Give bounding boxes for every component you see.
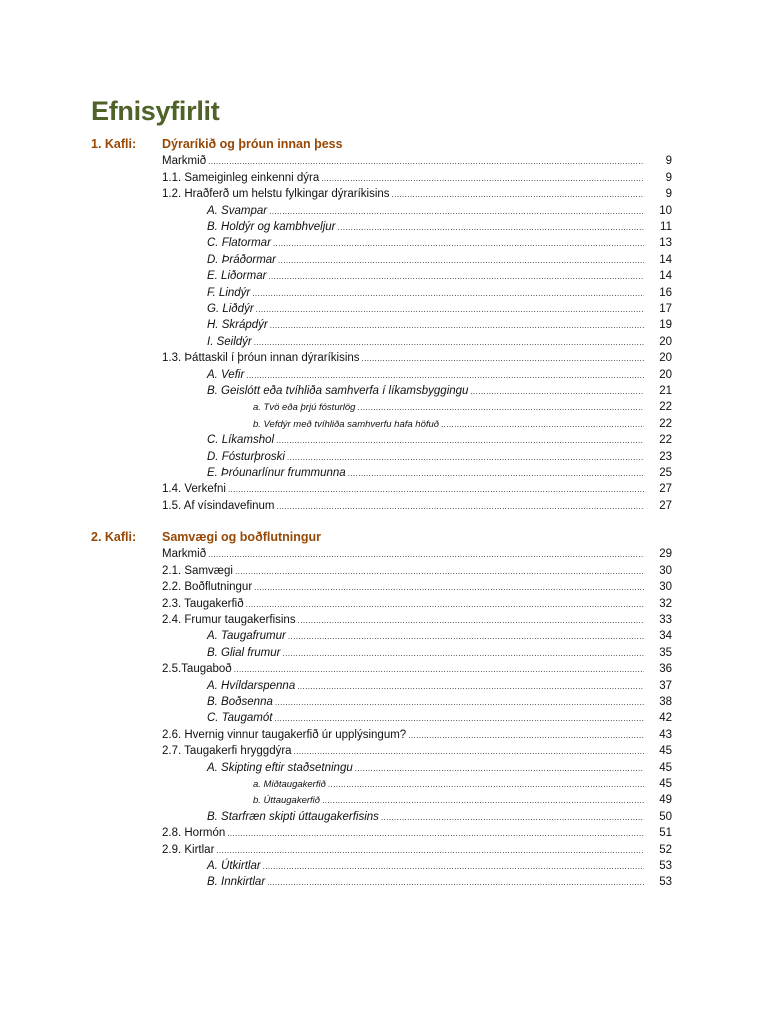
- toc-entry[interactable]: [207, 219, 672, 235]
- toc-entry[interactable]: [207, 317, 672, 333]
- toc-entry[interactable]: [207, 334, 672, 350]
- dot-leader: [362, 351, 644, 367]
- chapter-label: 2. Kafli:: [91, 530, 137, 544]
- chapter-heading[interactable]: [0, 530, 768, 546]
- toc-entry[interactable]: [162, 350, 672, 366]
- toc-entry-label: 1.4. Verkefni: [162, 483, 226, 496]
- toc-page-number: 25: [659, 467, 672, 479]
- toc-page-number: 11: [660, 221, 672, 233]
- toc-entry-label: 1.5. Af vísindavefinum: [162, 499, 275, 512]
- toc-page-number: 20: [659, 368, 672, 381]
- toc-entry-label: C. Líkamshol: [207, 434, 275, 447]
- toc-entry[interactable]: [207, 367, 672, 383]
- toc-page-number: 43: [659, 728, 672, 741]
- dot-leader: [254, 335, 644, 351]
- dot-leader: [328, 777, 644, 793]
- toc-entry-label: Markmið: [162, 155, 207, 168]
- toc-page-number: 16: [659, 286, 672, 299]
- toc-entry[interactable]: [162, 579, 672, 595]
- dot-leader: [235, 564, 644, 580]
- dot-leader: [216, 843, 644, 859]
- toc-entry-label: b. Úttaugakerfið: [253, 795, 321, 807]
- toc-entry-label: A. Skipting eftir staðsetningu: [207, 761, 353, 774]
- toc-entry-label: 2.8. Hormón: [162, 827, 226, 840]
- dot-leader: [268, 269, 644, 285]
- toc-entry[interactable]: [162, 153, 672, 169]
- toc-entry-label: 2.1. Samvægi: [162, 564, 233, 577]
- toc-entry-label: 2.4. Frumur taugakerfisins: [162, 614, 296, 626]
- toc-entry[interactable]: [207, 252, 672, 268]
- dot-leader: [274, 711, 644, 727]
- toc-page-number: 34: [659, 630, 672, 643]
- toc-page-number: 42: [659, 712, 672, 725]
- dot-leader: [275, 695, 644, 711]
- toc-entry[interactable]: [162, 661, 672, 677]
- toc-entry[interactable]: [253, 776, 672, 792]
- toc-entry[interactable]: [207, 268, 672, 284]
- toc-page-number: 30: [659, 581, 672, 594]
- toc-entry[interactable]: [207, 203, 672, 219]
- toc-page-number: 37: [659, 679, 672, 692]
- toc-page-number: 27: [659, 483, 672, 496]
- toc-entry[interactable]: [207, 809, 672, 825]
- toc-entry-label: A. Svampar: [207, 204, 268, 217]
- toc-entry[interactable]: [207, 285, 672, 301]
- toc-page-number: 51: [659, 827, 672, 840]
- toc-page-number: 27: [659, 499, 672, 512]
- toc-entry[interactable]: [207, 301, 672, 317]
- toc-entry[interactable]: [207, 760, 672, 776]
- toc-entry[interactable]: [253, 416, 672, 432]
- dot-leader: [254, 580, 644, 596]
- dot-leader: [322, 793, 644, 809]
- toc-entry[interactable]: [162, 563, 672, 579]
- toc-entry-label: B. Innkirtlar: [207, 876, 266, 889]
- toc-entry-label: D. Fósturþroski: [207, 450, 285, 463]
- toc-entry-label: G. Liðdýr: [207, 303, 254, 315]
- toc-page-number: 45: [659, 761, 672, 774]
- toc-entry[interactable]: [162, 546, 672, 562]
- toc-entry-label: 2.2. Boðflutningur: [162, 581, 253, 594]
- toc-entry-label: B. Boðsenna: [207, 696, 273, 708]
- toc-entry[interactable]: [253, 399, 672, 415]
- dot-leader: [287, 450, 644, 466]
- toc-entry-label: 2.3. Taugakerfið: [162, 597, 244, 610]
- toc-entry[interactable]: [207, 465, 672, 481]
- toc-entry[interactable]: [162, 170, 672, 186]
- toc-page-number: 32: [659, 597, 672, 610]
- toc-entry-label: A. Taugafrumur: [207, 630, 286, 643]
- toc-page-number: 22: [659, 417, 672, 430]
- toc-page-number: 9: [665, 188, 672, 201]
- toc-entry[interactable]: [162, 612, 672, 628]
- toc-page-number: 22: [659, 434, 672, 447]
- toc-entry[interactable]: [162, 481, 672, 497]
- toc-page-number: 9: [665, 155, 672, 168]
- dot-leader: [298, 613, 644, 629]
- dot-leader: [348, 466, 644, 482]
- toc-page-number: 14: [659, 270, 672, 283]
- toc-entry[interactable]: [162, 825, 672, 841]
- toc-entry-label: b. Vefdýr með tvíhliða samhverfu hafa höfuð: [253, 418, 440, 430]
- dot-leader: [234, 662, 644, 678]
- toc-entry-label: E. Þróunarlínur frummunna: [207, 467, 346, 479]
- toc-entry[interactable]: [207, 383, 672, 399]
- toc-entry[interactable]: [207, 678, 672, 694]
- toc-entry[interactable]: [162, 596, 672, 612]
- dot-leader: [270, 318, 644, 334]
- toc-entry-label: D. Þráðormar: [207, 253, 277, 266]
- dot-leader: [208, 547, 644, 563]
- dot-leader: [357, 400, 644, 416]
- toc-page-number: 23: [659, 450, 672, 463]
- toc-page-number: 38: [659, 696, 672, 708]
- toc-page-number: 20: [659, 352, 672, 365]
- toc-entry-label: a. Miðtaugakerfið: [253, 779, 326, 790]
- toc-entry[interactable]: [207, 645, 672, 661]
- toc-page-number: 36: [659, 663, 672, 676]
- chapter-heading[interactable]: [0, 137, 768, 153]
- toc-page-number: 45: [659, 778, 672, 790]
- toc-entry[interactable]: [207, 874, 672, 890]
- toc-page-number: 17: [659, 303, 672, 315]
- toc-entry[interactable]: [162, 498, 672, 514]
- chapter-label: 1. Kafli:: [91, 137, 137, 151]
- dot-leader: [277, 499, 644, 515]
- dot-leader: [276, 433, 644, 449]
- toc-entry[interactable]: [207, 858, 672, 874]
- toc-entry[interactable]: [207, 710, 672, 726]
- toc-entry[interactable]: [207, 235, 672, 251]
- dot-leader: [470, 384, 644, 400]
- toc-entry-label: F. Lindýr: [207, 286, 251, 299]
- toc-entry-label: B. Geislótt eða tvíhliða samhverfa í líkamsbyggingu: [207, 385, 469, 397]
- toc-entry-label: Markmið: [162, 548, 207, 561]
- toc-entry-label: H. Skrápdýr: [207, 319, 268, 332]
- toc-page-number: 30: [659, 564, 672, 577]
- toc-entry[interactable]: [162, 186, 672, 202]
- dot-leader: [392, 187, 644, 203]
- toc-entry-label: 2.7. Taugakerfi hryggdýra: [162, 745, 292, 758]
- toc-entry-label: C. Taugamót: [207, 712, 273, 725]
- dot-leader: [278, 253, 644, 269]
- toc-entry-label: B. Starfræn skipti úttaugakerfisins: [207, 810, 379, 823]
- toc-entry-label: 2.5.Taugaboð: [162, 663, 232, 676]
- toc-page-number: 22: [659, 401, 672, 414]
- toc-page-number: 14: [659, 253, 672, 266]
- dot-leader: [246, 597, 644, 613]
- toc-page-number: 29: [659, 548, 672, 561]
- toc-page-number: 10: [659, 204, 672, 217]
- toc-entry-label: 2.6. Hvernig vinnur taugakerfið úr upplýsingum?: [162, 728, 407, 741]
- dot-leader: [441, 417, 644, 433]
- toc-page-number: 13: [659, 237, 672, 250]
- toc-entry[interactable]: [207, 432, 672, 448]
- toc-page-number: 33: [659, 614, 672, 626]
- dot-leader: [297, 679, 644, 695]
- dot-leader: [355, 761, 644, 777]
- dot-leader: [269, 204, 644, 220]
- toc-entry-label: 1.1. Sameiginleg einkenni dýra: [162, 171, 320, 184]
- toc-entry-label: A. Útkirtlar: [207, 860, 261, 872]
- toc-page-number: 52: [659, 843, 672, 856]
- chapter-title: Dýraríkið og þróun innan þess: [162, 137, 343, 151]
- page-title: Efnisyfirlit: [91, 96, 220, 126]
- toc-page-number: 49: [659, 794, 672, 807]
- dot-leader: [381, 810, 644, 826]
- dot-leader: [246, 368, 644, 384]
- toc-entry-label: B. Glial frumur: [207, 646, 281, 659]
- toc-page-number: 21: [659, 385, 672, 397]
- dot-leader: [263, 859, 644, 875]
- toc-page-number: 53: [659, 860, 672, 872]
- toc-entry-label: C. Flatormar: [207, 237, 271, 250]
- dot-leader: [288, 629, 644, 645]
- chapter-title: Samvægi og boðflutningur: [162, 530, 322, 544]
- toc-entry-label: A. Hvíldarspenna: [207, 679, 296, 692]
- toc-entry-label: 1.3. Þáttaskil í þróun innan dýraríkisins: [162, 352, 360, 365]
- dot-leader: [227, 826, 644, 842]
- toc-page-number: 53: [659, 876, 672, 889]
- dot-leader: [208, 154, 644, 170]
- toc-page-number: 9: [665, 171, 672, 184]
- toc-entry-label: A. Vefir: [207, 368, 245, 381]
- toc-entry-label: E. Liðormar: [207, 270, 267, 283]
- dot-leader: [408, 728, 644, 744]
- toc-entry-label: 2.9. Kirtlar: [162, 843, 215, 856]
- toc-entry[interactable]: [253, 792, 672, 808]
- toc-entry[interactable]: [162, 743, 672, 759]
- toc-entry-label: 1.2. Hraðferð um helstu fylkingar dýraríkisins: [162, 188, 390, 201]
- dot-leader: [321, 171, 644, 187]
- toc-entry-label: I. Seildýr: [207, 335, 252, 348]
- dot-leader: [256, 302, 644, 318]
- toc-entry-label: a. Tvö eða þrjú fósturlög: [253, 402, 356, 414]
- dot-leader: [283, 646, 645, 662]
- toc-entry[interactable]: [207, 694, 672, 710]
- toc-entry-label: B. Holdýr og kambhveljur: [207, 221, 336, 233]
- dot-leader: [267, 875, 644, 891]
- toc-entry[interactable]: [162, 727, 672, 743]
- dot-leader: [273, 236, 644, 252]
- toc-page-number: 50: [659, 810, 672, 823]
- dot-leader: [228, 482, 644, 498]
- toc-entry[interactable]: [162, 842, 672, 858]
- dot-leader: [252, 286, 644, 302]
- toc-page-number: 19: [659, 319, 672, 332]
- toc-page-number: 35: [659, 646, 672, 659]
- dot-leader: [294, 744, 644, 760]
- toc-entry[interactable]: [207, 449, 672, 465]
- dot-leader: [337, 220, 644, 236]
- toc-entry[interactable]: [207, 628, 672, 644]
- toc-page-number: 20: [659, 335, 672, 348]
- toc-page-number: 45: [659, 745, 672, 758]
